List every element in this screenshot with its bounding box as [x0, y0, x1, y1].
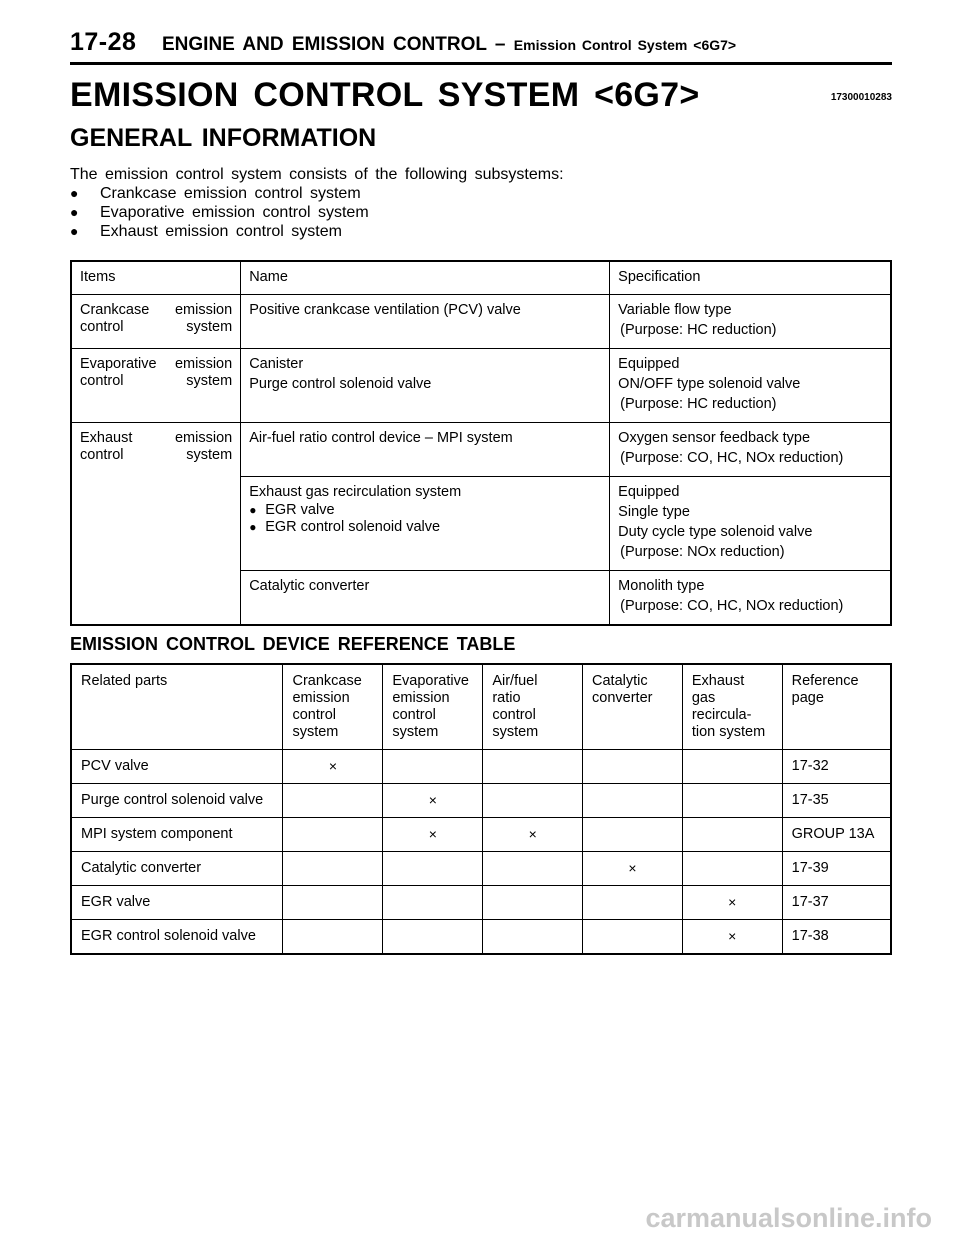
- reference-table-heading: EMISSION CONTROL DEVICE REFERENCE TABLE: [70, 634, 516, 654]
- reference-page-cell: 17-38: [782, 920, 891, 955]
- name-cell: Catalytic converter: [241, 571, 610, 626]
- empty-cell: [483, 784, 583, 818]
- item-cell: Evaporative emission control system: [71, 349, 241, 423]
- reference-page-cell: 17-37: [782, 886, 891, 920]
- column-header: Reference page: [782, 664, 891, 750]
- empty-cell: [383, 920, 483, 955]
- bullet-icon: ●: [70, 185, 79, 201]
- page-title: EMISSION CONTROL SYSTEM <6G7>: [70, 76, 700, 114]
- empty-cell: [283, 920, 383, 955]
- table-header-row: [71, 664, 891, 750]
- reference-page-cell: 17-32: [782, 750, 891, 784]
- applicable-mark: ×: [682, 886, 782, 920]
- empty-cell: [583, 920, 683, 955]
- specification-table: [70, 260, 892, 626]
- empty-cell: [483, 852, 583, 886]
- empty-cell: [383, 852, 483, 886]
- column-header: Evaporative emission control system: [383, 664, 483, 750]
- applicable-mark: ×: [583, 852, 683, 886]
- column-header: Related parts: [71, 664, 283, 750]
- empty-cell: [682, 784, 782, 818]
- reference-page-cell: GROUP 13A: [782, 818, 891, 852]
- table-row: [71, 920, 891, 955]
- spec-cell: Monolith type (Purpose: CO, HC, NOx reduction): [610, 571, 891, 626]
- part-cell: Purge control solenoid valve: [71, 784, 283, 818]
- document-code: 17300010283: [830, 92, 892, 103]
- spec-cell: Variable flow type (Purpose: HC reduction): [610, 295, 891, 349]
- part-cell: EGR valve: [71, 886, 283, 920]
- column-header-items: Items: [71, 261, 241, 295]
- empty-cell: [383, 750, 483, 784]
- general-information-heading: GENERAL INFORMATION: [70, 124, 377, 152]
- column-header-name: Name: [241, 261, 610, 295]
- empty-cell: [283, 886, 383, 920]
- spec-cell: Oxygen sensor feedback type (Purpose: CO, HC, NOx reduction): [610, 423, 891, 477]
- table-row: [71, 349, 891, 423]
- list-item: ● Exhaust emission control system: [70, 223, 342, 240]
- empty-cell: [583, 886, 683, 920]
- name-cell: Exhaust gas recirculation system ● EGR valve ● EGR control solenoid valve: [241, 477, 610, 571]
- table-row: [71, 852, 891, 886]
- empty-cell: [283, 818, 383, 852]
- spec-cell: Equipped ON/OFF type solenoid valve (Purpose: HC reduction): [610, 349, 891, 423]
- empty-cell: [283, 784, 383, 818]
- empty-cell: [682, 852, 782, 886]
- page-header: [70, 26, 892, 65]
- bullet-icon: ●: [70, 223, 79, 239]
- column-header: Exhaust gas recircula- tion system: [682, 664, 782, 750]
- empty-cell: [682, 750, 782, 784]
- empty-cell: [583, 784, 683, 818]
- part-cell: EGR control solenoid valve: [71, 920, 283, 955]
- table-row: [71, 750, 891, 784]
- table-row: [71, 423, 891, 477]
- name-cell: Positive crankcase ventilation (PCV) valve: [241, 295, 610, 349]
- applicable-mark: ×: [283, 750, 383, 784]
- empty-cell: [483, 750, 583, 784]
- header-dash: –: [494, 34, 506, 55]
- applicable-mark: ×: [383, 784, 483, 818]
- header-chapter: ENGINE AND EMISSION CONTROL: [162, 34, 487, 55]
- reference-page-cell: 17-39: [782, 852, 891, 886]
- reference-table-body: [71, 750, 891, 955]
- column-header: Air/fuel ratio control system: [483, 664, 583, 750]
- name-cell: Air-fuel ratio control device – MPI system: [241, 423, 610, 477]
- part-cell: MPI system component: [71, 818, 283, 852]
- bullet-icon: ●: [249, 520, 257, 534]
- table-row: [71, 818, 891, 852]
- subsystem-list: [70, 184, 369, 241]
- bullet-icon: ●: [249, 503, 257, 517]
- watermark: carmanualsonline.info: [645, 1203, 932, 1233]
- column-header: Catalytic converter: [583, 664, 683, 750]
- table-row: [71, 784, 891, 818]
- empty-cell: [583, 750, 683, 784]
- intro-text: The emission control system consists of the following subsystems:: [70, 166, 564, 183]
- spec-cell: Equipped Single type Duty cycle type solenoid valve (Purpose: NOx reduction): [610, 477, 891, 571]
- empty-cell: [383, 886, 483, 920]
- list-item: ● Evaporative emission control system: [70, 204, 369, 221]
- table-row: [71, 886, 891, 920]
- name-cell: Canister Purge control solenoid valve: [241, 349, 610, 423]
- item-cell: Crankcase emission control system: [71, 295, 241, 349]
- applicable-mark: ×: [483, 818, 583, 852]
- table-header-row: [71, 261, 891, 295]
- part-cell: PCV valve: [71, 750, 283, 784]
- empty-cell: [483, 920, 583, 955]
- empty-cell: [283, 852, 383, 886]
- bullet-icon: ●: [70, 204, 79, 220]
- table-row: [71, 295, 891, 349]
- empty-cell: [483, 886, 583, 920]
- reference-table: [70, 663, 892, 955]
- empty-cell: [682, 818, 782, 852]
- item-cell: Exhaust emission control system: [71, 423, 241, 626]
- column-header: Crankcase emission control system: [283, 664, 383, 750]
- applicable-mark: ×: [383, 818, 483, 852]
- reference-page-cell: 17-35: [782, 784, 891, 818]
- column-header-specification: Specification: [610, 261, 891, 295]
- empty-cell: [583, 818, 683, 852]
- header-title: [162, 34, 736, 56]
- part-cell: Catalytic converter: [71, 852, 283, 886]
- list-item: ● Crankcase emission control system: [70, 185, 361, 202]
- page-number: 17-28: [70, 28, 137, 56]
- applicable-mark: ×: [682, 920, 782, 955]
- header-subtitle: Emission Control System <6G7>: [513, 37, 737, 53]
